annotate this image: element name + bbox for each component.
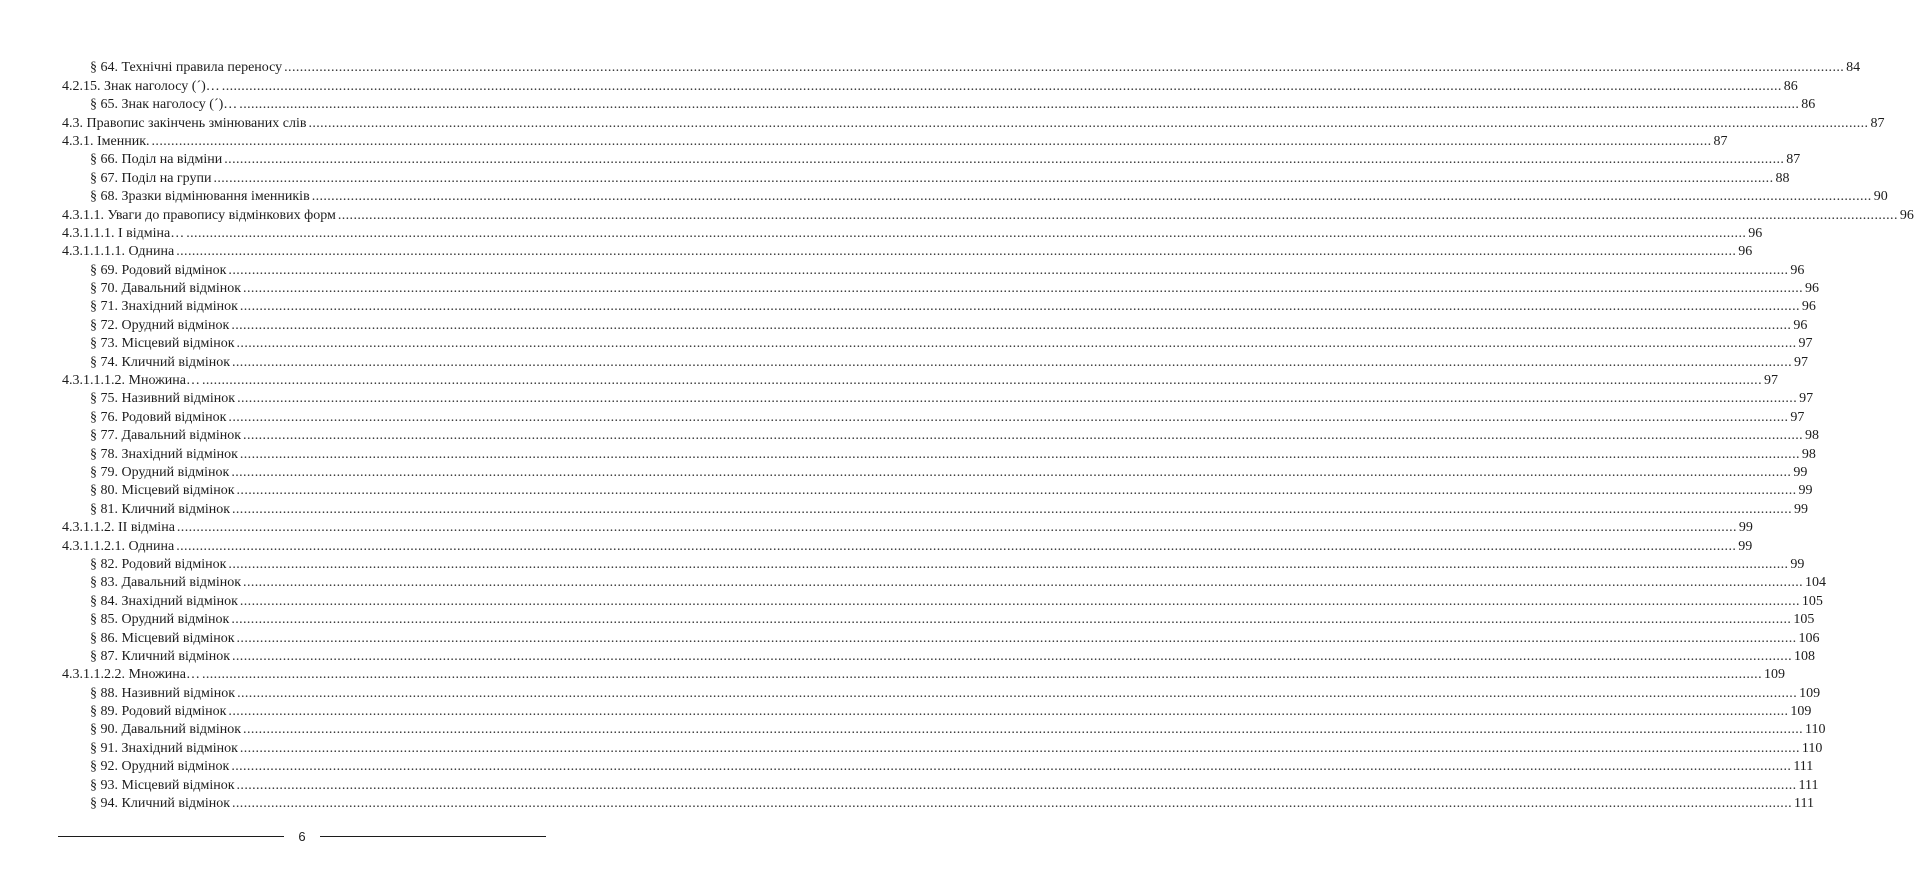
table-of-contents (62, 59, 1914, 813)
toc-dot-leader: ................................................................................................................................................................................................................................................................................................................................................................................................................ (243, 575, 1804, 591)
toc-entry[interactable] (62, 151, 1801, 169)
toc-dot-leader: ................................................................................................................................................................................................................................................................................................................................................................................................................ (228, 704, 1789, 720)
toc-entry[interactable] (62, 739, 1823, 757)
toc-entry-page: 99 (1738, 520, 1753, 536)
toc-dot-leader: ................................................................................................................................................................................................................................................................................................................................................................................................................ (239, 97, 1800, 113)
toc-dot-leader: ................................................................................................................................................................................................................................................................................................................................................................................................................ (243, 428, 1804, 444)
toc-dot-leader: ................................................................................................................................................................................................................................................................................................................................................................................................................ (236, 777, 1797, 793)
toc-entry-page: 84 (1846, 60, 1861, 76)
toc-dot-leader: ................................................................................................................................................................................................................................................................................................................................................................................................................ (239, 593, 1800, 609)
toc-entry-label: § 65. Знак наголосу (´)… (90, 97, 238, 113)
footer-rule-left (58, 836, 284, 837)
toc-entry-label: § 71. Знахідний відмінок (90, 299, 238, 315)
toc-entry-page: 97 (1794, 354, 1808, 370)
toc-dot-leader: ................................................................................................................................................................................................................................................................................................................................................................................................................ (232, 648, 1792, 664)
toc-entry[interactable] (62, 482, 1813, 500)
toc-entry[interactable] (62, 298, 1816, 316)
toc-entry-label: § 72. Орудний відмінок (90, 317, 230, 333)
toc-dot-leader: ................................................................................................................................................................................................................................................................................................................................................................................................................ (237, 391, 1798, 407)
toc-dot-leader: ................................................................................................................................................................................................................................................................................................................................................................................................................ (176, 244, 1737, 260)
toc-entry-label: § 94. Кличний відмінок (90, 796, 230, 812)
toc-entry-page: 98 (1801, 446, 1816, 462)
toc-dot-leader: ................................................................................................................................................................................................................................................................................................................................................................................................................ (236, 483, 1797, 499)
toc-entry-label: § 88. Називний відмінок (90, 685, 236, 701)
toc-entry-page: 109 (1763, 667, 1785, 683)
toc-entry-label: 4.3.1.1. Уваги до правопису відмінкових форм (62, 207, 336, 223)
toc-entry[interactable] (62, 776, 1819, 794)
toc-dot-leader: ................................................................................................................................................................................................................................................................................................................................................................................................................ (236, 336, 1797, 352)
toc-entry[interactable] (62, 556, 1805, 574)
toc-entry-page: 96 (1805, 281, 1820, 297)
toc-dot-leader: ................................................................................................................................................................................................................................................................................................................................................................................................................ (239, 446, 1800, 462)
toc-entry-page: 109 (1790, 704, 1812, 720)
toc-dot-leader: ................................................................................................................................................................................................................................................................................................................................................................................................................ (311, 189, 1872, 205)
toc-dot-leader: ................................................................................................................................................................................................................................................................................................................................................................................................................ (239, 740, 1800, 756)
toc-entry-page: 96 (1801, 299, 1816, 315)
toc-entry-label: § 76. Родовий відмінок (90, 409, 227, 425)
toc-entry[interactable] (62, 648, 1815, 666)
toc-entry-label: 4.2.15. Знак наголосу (´)… (62, 78, 220, 94)
toc-entry[interactable] (62, 703, 1812, 721)
toc-dot-leader: ................................................................................................................................................................................................................................................................................................................................................................................................................ (228, 262, 1789, 278)
toc-entry[interactable] (62, 316, 1808, 334)
toc-entry-label: 4.3.1.1.2.1. Однина (62, 538, 175, 554)
toc-entry-label: § 68. Зразки відмінювання іменників (90, 189, 310, 205)
toc-entry[interactable] (62, 445, 1816, 463)
toc-dot-leader: ................................................................................................................................................................................................................................................................................................................................................................................................................ (243, 281, 1804, 297)
toc-entry-label: § 78. Знахідний відмінок (90, 446, 238, 462)
toc-entry-page: 104 (1805, 575, 1827, 591)
toc-entry-label: § 82. Родовий відмінок (90, 556, 227, 572)
footer-rule-right (320, 836, 546, 837)
toc-entry-page: 105 (1793, 612, 1815, 628)
toc-entry[interactable] (62, 758, 1814, 776)
toc-entry[interactable] (62, 408, 1805, 426)
toc-entry-page: 88 (1775, 170, 1790, 186)
toc-entry-label: 4.3.1.1.1. І відміна… (62, 225, 185, 241)
toc-dot-leader: ................................................................................................................................................................................................................................................................................................................................................................................................................ (213, 170, 1774, 186)
toc-entry-page: 110 (1805, 722, 1826, 738)
toc-entry-page: 111 (1794, 796, 1814, 812)
toc-entry-label: § 83. Давальний відмінок (90, 575, 242, 591)
toc-dot-leader: ................................................................................................................................................................................................................................................................................................................................................................................................................ (232, 796, 1792, 812)
toc-entry-label: 4.3.1.1.1.1. Однина (62, 244, 175, 260)
toc-entry-label: 4.3.1.1.2. ІІ відміна (62, 520, 175, 536)
toc-entry-page: 96 (1790, 262, 1805, 278)
toc-entry[interactable] (62, 537, 1753, 555)
toc-entry[interactable] (62, 629, 1820, 647)
toc-dot-leader: ................................................................................................................................................................................................................................................................................................................................................................................................................ (201, 667, 1762, 683)
toc-entry-page: 87 (1713, 133, 1728, 149)
toc-entry-page: 111 (1793, 759, 1814, 775)
toc-entry-label: § 89. Родовий відмінок (90, 704, 227, 720)
toc-entry[interactable] (62, 500, 1808, 518)
toc-entry[interactable] (62, 353, 1808, 371)
toc-entry-page: 96 (1899, 207, 1914, 223)
toc-entry[interactable] (62, 795, 1814, 813)
toc-entry-label: 4.3.1.1.2.2. Множина… (62, 667, 200, 683)
toc-entry-page: 108 (1794, 648, 1815, 664)
toc-entry-label: § 84. Знахідний відмінок (90, 593, 238, 609)
toc-entry-label: § 77. Давальний відмінок (90, 428, 242, 444)
toc-entry[interactable] (62, 666, 1785, 684)
toc-entry-label: § 93. Місцевий відмінок (90, 777, 235, 793)
toc-entry-page: 96 (1748, 225, 1763, 241)
toc-dot-leader: ................................................................................................................................................................................................................................................................................................................................................................................................................ (228, 409, 1789, 425)
toc-entry-label: § 75. Називний відмінок (90, 391, 236, 407)
toc-dot-leader: ................................................................................................................................................................................................................................................................................................................................................................................................................ (231, 464, 1792, 480)
toc-entry[interactable] (62, 390, 1814, 408)
toc-dot-leader: ................................................................................................................................................................................................................................................................................................................................................................................................................ (231, 759, 1792, 775)
toc-entry[interactable] (62, 77, 1798, 95)
toc-dot-leader: ................................................................................................................................................................................................................................................................................................................................................................................................................ (232, 501, 1792, 517)
toc-dot-leader: ................................................................................................................................................................................................................................................................................................................................................................................................................ (151, 133, 1712, 149)
toc-entry-label: § 91. Знахідний відмінок (90, 740, 238, 756)
toc-entry-page: 97 (1790, 409, 1805, 425)
toc-entry-page: 110 (1801, 740, 1823, 756)
toc-entry-page: 87 (1786, 152, 1801, 168)
toc-entry-page: 109 (1799, 685, 1821, 701)
toc-entry-page: 105 (1801, 593, 1823, 609)
toc-dot-leader: ................................................................................................................................................................................................................................................................................................................................................................................................................ (224, 152, 1785, 168)
page-footer (58, 826, 546, 846)
toc-entry-page: 96 (1738, 244, 1753, 260)
toc-entry[interactable] (62, 464, 1808, 482)
toc-entry[interactable] (62, 372, 1778, 390)
toc-entry[interactable] (62, 188, 1888, 206)
toc-entry[interactable] (62, 280, 1820, 298)
toc-entry[interactable] (62, 169, 1790, 187)
toc-entry-page: 90 (1873, 189, 1888, 205)
page-number: 6 (298, 828, 306, 844)
toc-entry-label: § 66. Поділ на відміни (90, 152, 223, 168)
toc-entry-label: § 90. Давальний відмінок (90, 722, 242, 738)
toc-entry[interactable] (62, 592, 1823, 610)
toc-dot-leader: ................................................................................................................................................................................................................................................................................................................................................................................................................ (232, 354, 1792, 370)
toc-entry-page: 97 (1798, 336, 1813, 352)
toc-dot-leader: ................................................................................................................................................................................................................................................................................................................................................................................................................ (237, 685, 1798, 701)
toc-entry-page: 86 (1783, 78, 1798, 94)
toc-entry[interactable] (62, 133, 1728, 151)
toc-entry-label: § 86. Місцевий відмінок (90, 630, 235, 646)
toc-entry[interactable] (62, 206, 1914, 224)
toc-entry[interactable] (62, 243, 1753, 261)
toc-entry-page: 99 (1794, 501, 1808, 517)
toc-dot-leader: ................................................................................................................................................................................................................................................................................................................................................................................................................ (337, 207, 1898, 223)
toc-dot-leader: ................................................................................................................................................................................................................................................................................................................................................................................................................ (243, 722, 1804, 738)
toc-dot-leader: ................................................................................................................................................................................................................................................................................................................................................................................................................ (186, 225, 1747, 241)
toc-entry[interactable] (62, 684, 1821, 702)
toc-entry-label: § 87. Кличний відмінок (90, 648, 230, 664)
toc-entry-label: § 92. Орудний відмінок (90, 759, 230, 775)
toc-entry-page: 96 (1793, 317, 1808, 333)
toc-entry[interactable] (62, 261, 1805, 279)
toc-entry-page: 111 (1798, 777, 1819, 793)
toc-entry-label: § 64. Технічні правила переносу (90, 60, 283, 76)
toc-entry-page: 87 (1870, 115, 1885, 131)
toc-entry-page: 98 (1805, 428, 1820, 444)
toc-dot-leader: ................................................................................................................................................................................................................................................................................................................................................................................................................ (228, 556, 1789, 572)
toc-entry-label: § 74. Кличний відмінок (90, 354, 230, 370)
toc-entry[interactable] (62, 611, 1815, 629)
toc-dot-leader: ................................................................................................................................................................................................................................................................................................................................................................................................................ (239, 299, 1800, 315)
toc-entry-label: § 81. Кличний відмінок (90, 501, 230, 517)
toc-entry-page: 99 (1798, 483, 1813, 499)
toc-entry-label: 4.3.1.1.1.2. Множина… (62, 373, 200, 389)
toc-entry[interactable] (62, 427, 1820, 445)
toc-dot-leader: ................................................................................................................................................................................................................................................................................................................................................................................................................ (231, 612, 1792, 628)
toc-entry-label: § 67. Поділ на групи (90, 170, 212, 186)
toc-dot-leader: ................................................................................................................................................................................................................................................................................................................................................................................................................ (236, 630, 1797, 646)
toc-entry[interactable] (62, 574, 1827, 592)
toc-entry[interactable] (62, 519, 1753, 537)
toc-entry-label: § 69. Родовий відмінок (90, 262, 227, 278)
toc-entry-label: § 73. Місцевий відмінок (90, 336, 235, 352)
toc-entry-label: § 70. Давальний відмінок (90, 281, 242, 297)
toc-dot-leader: ................................................................................................................................................................................................................................................................................................................................................................................................................ (176, 520, 1737, 536)
toc-entry[interactable] (62, 96, 1816, 114)
toc-entry[interactable] (62, 114, 1885, 132)
toc-dot-leader: ................................................................................................................................................................................................................................................................................................................................................................................................................ (284, 60, 1845, 76)
toc-entry-page: 99 (1738, 538, 1753, 554)
toc-entry-page: 97 (1763, 373, 1778, 389)
toc-entry[interactable] (62, 59, 1861, 77)
toc-entry-label: 4.3.1. Іменник. (62, 133, 150, 149)
toc-entry-label: § 80. Місцевий відмінок (90, 483, 235, 499)
toc-entry-label: § 85. Орудний відмінок (90, 612, 230, 628)
toc-dot-leader: ................................................................................................................................................................................................................................................................................................................................................................................................................ (231, 317, 1792, 333)
toc-entry[interactable] (62, 225, 1763, 243)
toc-entry-label: 4.3. Правопис закінчень змінюваних слів (62, 115, 307, 131)
toc-entry-page: 99 (1790, 556, 1805, 572)
toc-entry-label: § 79. Орудний відмінок (90, 464, 230, 480)
toc-entry-page: 97 (1799, 391, 1814, 407)
toc-dot-leader: ................................................................................................................................................................................................................................................................................................................................................................................................................ (201, 373, 1762, 389)
toc-dot-leader: ................................................................................................................................................................................................................................................................................................................................................................................................................ (308, 115, 1869, 131)
toc-entry-page: 86 (1801, 97, 1816, 113)
toc-dot-leader: ................................................................................................................................................................................................................................................................................................................................................................................................................ (176, 538, 1737, 554)
toc-entry[interactable] (62, 721, 1826, 739)
toc-entry-page: 99 (1793, 464, 1808, 480)
toc-entry[interactable] (62, 335, 1813, 353)
toc-entry-page: 106 (1798, 630, 1820, 646)
toc-dot-leader: ................................................................................................................................................................................................................................................................................................................................................................................................................ (221, 78, 1782, 94)
